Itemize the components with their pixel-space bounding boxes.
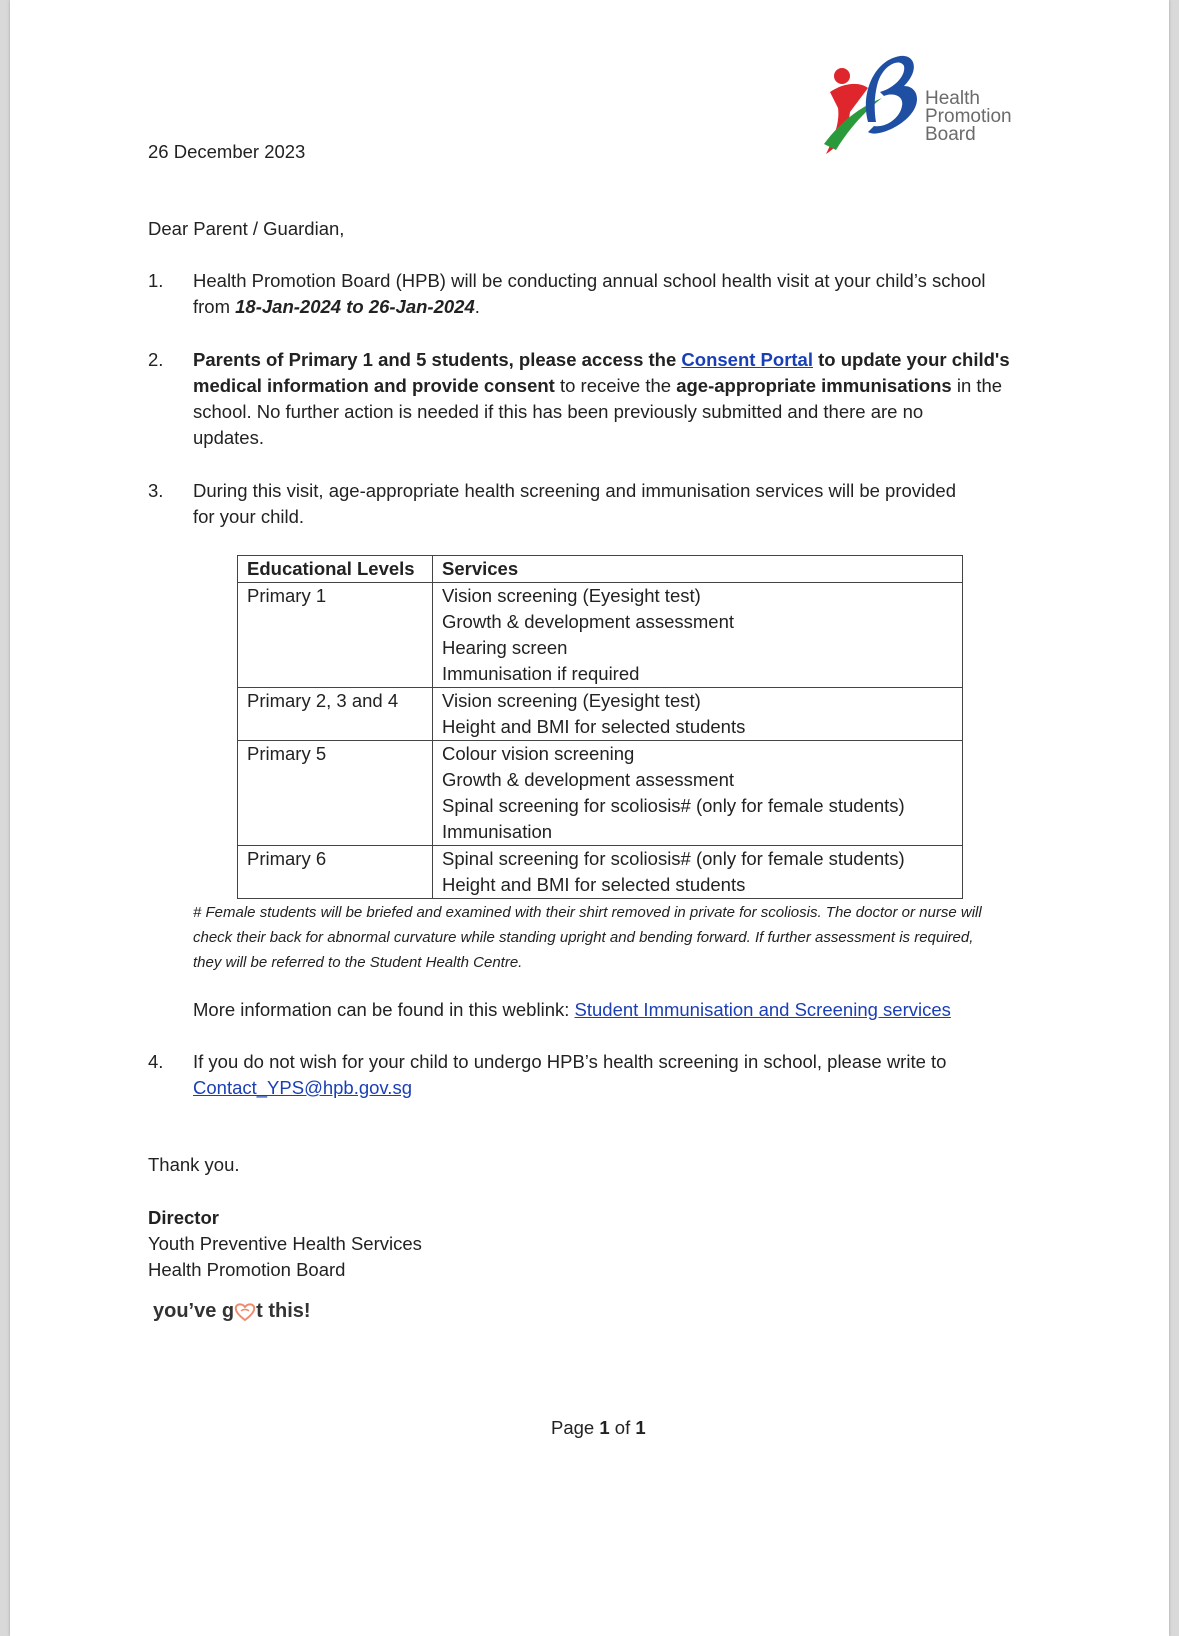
signature-title: Director [148, 1207, 219, 1228]
logo-line-2: Promotion [925, 106, 1012, 127]
item-2-bold-immunisations: age-appropriate immunisations [676, 375, 952, 396]
item-2-bold-tail: to update your child's [813, 349, 1010, 370]
item-2-line-2 [193, 373, 1053, 399]
service-item: Spinal screening for scoliosis# (only for female students) [442, 848, 905, 869]
item-4-line-1: If you do not wish for your child to undergo HPB’s health screening in school, please write to [193, 1051, 947, 1072]
item-4-number: 4. [148, 1051, 164, 1072]
item-3-number: 3. [148, 480, 164, 501]
services-cell [433, 741, 963, 846]
page-label: Page [551, 1417, 600, 1438]
item-2-line-1 [193, 347, 1053, 373]
page-number [551, 1417, 646, 1439]
item-4-line-2 [193, 1075, 1053, 1101]
item-1-number: 1. [148, 270, 164, 291]
item-2-number: 2. [148, 349, 164, 370]
immunisation-screening-link[interactable]: Student Immunisation and Screening services [574, 999, 951, 1020]
item-2-line-4: updates. [193, 427, 264, 448]
footnote-line-2: check their back for abnormal curvature while standing upright and bending forward. If further assessment is required, [193, 929, 974, 946]
more-info-text: More information can be found in this weblink: [193, 999, 575, 1020]
logo-line-1: Health [925, 88, 980, 109]
level-cell: Primary 6 [238, 846, 433, 899]
hpb-logo-text [925, 90, 1012, 144]
services-cell [433, 846, 963, 899]
item-2-text [193, 347, 1053, 451]
level-cell: Primary 2, 3 and 4 [238, 688, 433, 741]
table-header-row [238, 556, 963, 583]
item-3-line-2: for your child. [193, 506, 305, 527]
item-1-period: . [474, 296, 480, 317]
services-table [237, 555, 963, 899]
consent-portal-link[interactable]: Consent Portal [681, 349, 813, 370]
contact-email-link[interactable]: Contact_YPS@hpb.gov.sg [193, 1077, 412, 1098]
services-cell [433, 583, 963, 688]
table-row [238, 741, 963, 846]
header-services: Services [433, 556, 963, 583]
table-row [238, 846, 963, 899]
item-1-from: from [193, 296, 236, 317]
item-4-text [193, 1049, 1053, 1101]
service-item: Hearing screen [442, 637, 568, 658]
scoliosis-footnote [193, 900, 1053, 975]
page-total: 1 [635, 1417, 646, 1438]
table-row [238, 583, 963, 688]
item-2-line-3: school. No further action is needed if this has been previously submitted and there are no [193, 401, 924, 422]
service-item: Immunisation [442, 821, 553, 842]
header-educational-levels: Educational Levels [238, 556, 433, 583]
closing: Thank you. [148, 1154, 240, 1175]
logo-line-3: Board [925, 124, 976, 145]
service-item: Immunisation if required [442, 663, 640, 684]
slogan-start: you’ve g [153, 1300, 235, 1322]
service-item: Spinal screening for scoliosis# (only for female students) [442, 795, 905, 816]
service-item: Growth & development assessment [442, 611, 735, 632]
footnote-line-1: # Female students will be briefed and examined with their shirt removed in private for scoliosis. The doctor or nurse will [193, 904, 982, 921]
service-item: Height and BMI for selected students [442, 716, 746, 737]
letter-date: 26 December 2023 [148, 141, 306, 162]
item-3-line-1: During this visit, age-appropriate health screening and immunisation services will be provided [193, 480, 956, 501]
item-2-bold-lead: Parents of Primary 1 and 5 students, please access the [193, 349, 682, 370]
service-item: Height and BMI for selected students [442, 874, 746, 895]
service-item: Growth & development assessment [442, 769, 735, 790]
salutation: Dear Parent / Guardian, [148, 218, 345, 239]
item-1-line-2 [193, 294, 1053, 320]
level-cell: Primary 5 [238, 741, 433, 846]
level-cell: Primary 1 [238, 583, 433, 688]
table-row [238, 688, 963, 741]
item-2-text-end: in the [951, 375, 1003, 396]
item-1-line-1: Health Promotion Board (HPB) will be conducting annual school health visit at your child’s school [193, 270, 986, 291]
item-1-text [193, 268, 1053, 320]
footnote-line-3: they will be referred to the Student Health Centre. [193, 954, 523, 971]
services-cell [433, 688, 963, 741]
service-item: Colour vision screening [442, 743, 635, 764]
item-2-bold-consent: medical information and provide consent [193, 375, 555, 396]
slogan-end: t this! [256, 1300, 311, 1322]
service-item: Vision screening (Eyesight test) [442, 585, 701, 606]
page-current: 1 [599, 1417, 610, 1438]
visit-dates: 18-Jan-2024 to 26-Jan-2024 [235, 296, 475, 317]
slogan [153, 1300, 311, 1323]
item-2-text-mid: to receive the [554, 375, 677, 396]
service-item: Vision screening (Eyesight test) [442, 690, 701, 711]
heart-icon [234, 1302, 256, 1322]
more-info [193, 997, 951, 1023]
item-3-text [193, 478, 1053, 530]
letter-page [10, 0, 1169, 1636]
page-of: of [609, 1417, 636, 1438]
signature-org: Health Promotion Board [148, 1259, 346, 1280]
signature-dept: Youth Preventive Health Services [148, 1233, 422, 1254]
